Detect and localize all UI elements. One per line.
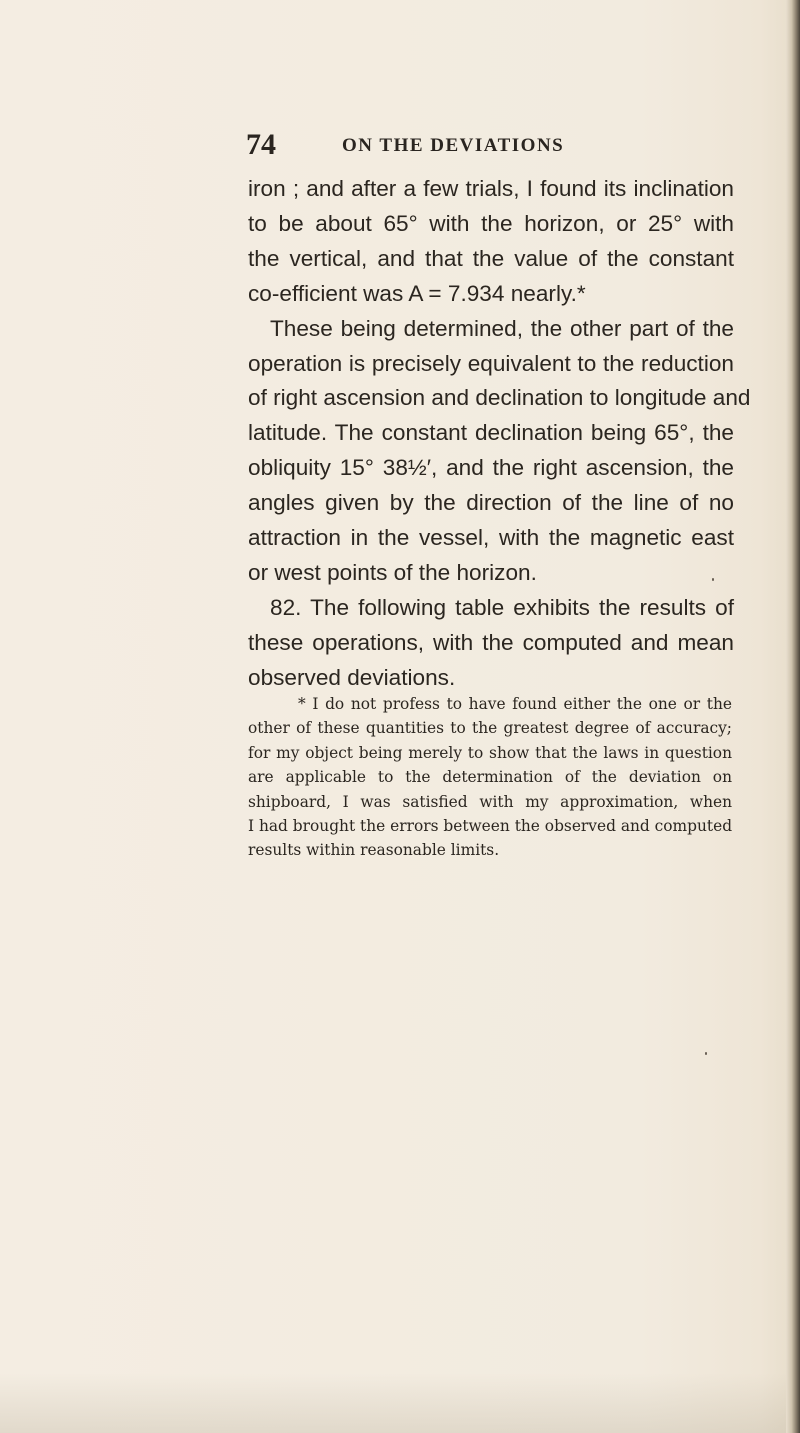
book-spine-edge bbox=[786, 0, 800, 1433]
footnote-line: results within reasonable limits. bbox=[248, 841, 500, 860]
body-line: or west points of the horizon. bbox=[248, 559, 537, 585]
body-line: operation is precisely equivalent to the reduction bbox=[248, 350, 734, 376]
body-line: angles given by the direction of the line of no bbox=[248, 490, 734, 516]
page-bottom-edge bbox=[0, 1373, 786, 1433]
footnote-line: shipboard, I was satisfied with my approximation, when bbox=[248, 792, 732, 811]
paper-speck bbox=[705, 1052, 707, 1055]
body-line: these operations, with the computed and mean bbox=[248, 629, 734, 655]
body-line: to be about 65° with the horizon, or 25° with bbox=[248, 210, 734, 236]
footnote-line: other of these quantities to the greatest degree of accuracy; bbox=[248, 719, 732, 738]
footnote bbox=[248, 692, 732, 863]
footnote-line: for my object being merely to show that the laws in question bbox=[248, 743, 732, 762]
body-text bbox=[248, 172, 751, 696]
body-line: These being determined, the other part of the bbox=[270, 315, 734, 341]
footnote-line: * I do not profess to have found either the one or the bbox=[298, 695, 732, 713]
footnote-line: I had brought the errors between the observed and computed bbox=[248, 817, 733, 836]
body-line: latitude. The constant declination being 65°, the bbox=[248, 420, 734, 446]
body-line: obliquity 15° 38½′, and the right ascension, the bbox=[248, 455, 734, 481]
body-line: observed deviations. bbox=[248, 664, 456, 690]
body-line: of right ascension and declination to longitude and bbox=[248, 385, 751, 411]
footnote-line: are applicable to the determination of the deviation on bbox=[248, 768, 732, 787]
body-line: the vertical, and that the value of the constant bbox=[248, 245, 734, 271]
body-line: 82. The following table exhibits the results of bbox=[270, 594, 734, 620]
body-line: attraction in the vessel, with the magnetic east bbox=[248, 525, 734, 551]
page-number: 74 bbox=[246, 128, 276, 161]
body-line: co-efficient was A = 7.934 nearly.* bbox=[248, 280, 586, 306]
paper-speck bbox=[712, 578, 714, 581]
running-head: ON THE DEVIATIONS bbox=[342, 135, 565, 156]
page-header bbox=[0, 128, 800, 168]
body-line: iron ; and after a few trials, I found its inclination bbox=[248, 176, 734, 201]
